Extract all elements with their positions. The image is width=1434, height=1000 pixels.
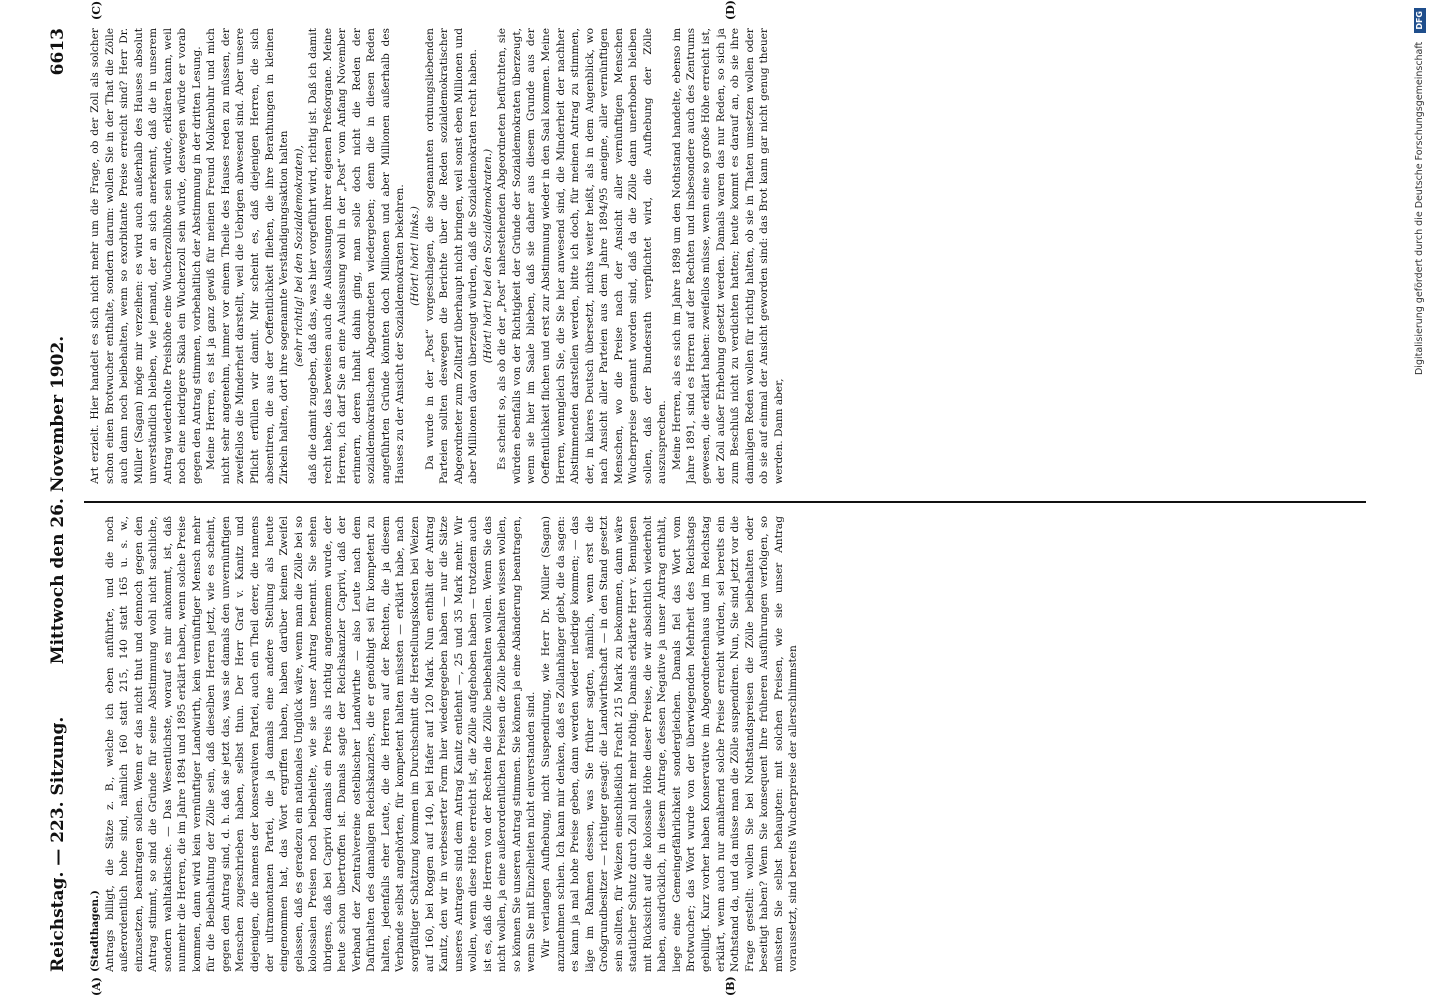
running-header xyxy=(36,28,76,972)
margin-mark-d: (D) xyxy=(724,0,737,20)
paragraph: Antrags billigt, die Sätze z. B., welche ich eben anführte, und die noch außerordentlich hohe sind, nämlich 160 statt 215, 140 statt 165 u. s. w., einzusetzen, beantragen sollen. Wenn er das nicht thut und dennoch gegen den Antrag stimmt, so sind die Gründe für seine Abstimmung wohl nicht sachliche, sondern wahltaktische. — Das Wesentlichste, worauf es mir ankommt, ist, daß nunmehr die Herren, die im Jahre 1894 und 1895 erklärt haben, wenn solche Preise kommen, dann wird kein vernünftiger Landwirth, kein vernünftiger Mensch mehr für die Beibehaltung der Zölle sein, daß dieselben Herren jetzt, wie es scheint, gegen den Antrag sind, d. h. daß sie jetzt das, was sie damals den unvernünftigen Menschen zugeschrieben haben, selbst thun. Der Herr Graf v. Kanitz und diejenigen, die namens der konservativen Partei, auch ein Theil derer, die namens der ultramontanen Partei, die ja damals eine andere Stellung als heute eingenommen hat, das Wort ergriffen haben, haben darüber keinen Zweifel gelassen, daß es geradezu ein nationales Unglück wäre, wenn man die Zölle bei so kolossalen Preisen noch beibehielte, wie sie unser Antrag benennt. Sie sehen übrigens, daß bei Caprivi damals ein Preis als richtig angenommen wurde, der heute schon übertroffen ist. Damals sagte der Reichskanzler Caprivi, daß der Verband der Zentralvereine ostelbischer Landwirthe — also Leute nach dem Dafürhalten des damaligen Reichskanzlers, die er genöthigt sei für kompetent zu halten, jedenfalls eher Leute, die die Herren auf der Rechten, die ja diesem Verbande selbst angehörten, für kompetent halten müssten — erklärt habe, nach sorgfältiger Schätzung kommen im Durchschnitt die Herstellungskosten bei Weizen auf 160, bei Roggen auf 140, bei Hafer auf 120 Mark. Nun enthält der Antrag Kanitz, den wir in verbesserter Form hier wiedergegeben haben — nur die Sätze unseres Antrages sind dem Antrag Kanitz entlehnt —, 25 und 35 Mark mehr. Wir wollen, wenn diese Höhe erreicht ist, die Zölle aufgehoben haben — trotzdem auch ist es, daß die Herren von der Rechten die Zölle beibehalten wollen. Wenn Sie das nicht wollen, ja eine außerordentlichen Preisen die Zölle beibehalten wissen wollen, so können Sie unseren Antrag stimmen. Sie können ja eine Abänderung beantragen, wenn Sie mit Einzelheiten nicht einverstanden sind. xyxy=(103,516,538,972)
margin-mark-c: (C) xyxy=(90,0,103,20)
paragraph: Meine Herren, es ist ja ganz gewiß für meinen Freund Molkenbuhr und mich nicht sehr angenehm, immer vor einem Theile des Hauses reden zu müssen, der zweifellos die Minderheit darstellt, weil die Uebrigen abwesend sind. Aber unsere Pflicht erfüllen wir damit. Mir scheint es, daß diejenigen Herren, die sich absentiren, die aus der Oeffentlichkeit fliehen, die ihre Berathungen in kleinen Zirkeln halten, dort ihre sogenannte Verständigungsaktion halten xyxy=(205,28,291,484)
digitization-note xyxy=(1410,8,1430,992)
left-column xyxy=(88,516,1348,972)
page-number: 6613 xyxy=(48,28,68,76)
dfg-logo: DFG xyxy=(1414,8,1426,33)
column-divider xyxy=(84,501,1366,503)
interjection: (Hört! hört! bei den Sozialdemokraten.) xyxy=(481,148,494,364)
digitization-text xyxy=(1410,8,1430,992)
paragraph: Art erzielt. Hier handelt es sich nicht mehr um die Frage, ob der Zoll als solcher schon einen Brotwucher enthalte, sondern darum: wollen Sie in der That die Zölle auch dann noch beibehalten, wenn so exorbitante Preise erreicht sind? Herr Dr. Müller (Sagan) möge mir verzeihen: es wird auch außerhalb des Hauses absolut unverständlich bleiben, wie jemand, der an sich anerkennt, daß die in unserem Antrag wiederholte Preishöhe eine Wucherzollhöhe sein würde, erklären kann, weil noch eine niedrigere Skala ein Wucherzoll sein würde, deswegen würde er vorab gegen den Antrag stimmen, vorbehaltlich der Abstimmung in der dritten Lesung. xyxy=(89,28,203,484)
interjection: (Hört! hört! links.) xyxy=(409,206,422,306)
paragraph: Meine Herren, als es sich im Jahre 1898 um den Nothstand handelte, ebenso im Jahre 1891, sind es Herren auf der Rechten und insbesondere auch des Zentrums gewesen, die erklärt haben: zweifellos müsse, wenn eine so große Höhe erreicht ist, der Zoll außer Erhebung gesetzt werden. Damals waren das nur Reden, so sich ja zum Beschluß nicht zu verdichten hatten; heute kommt es darauf an, ob sie ihre damaligen Reden wollen für richtig halten, ob sie in Thaten umsetzen wollen oder ob sie auf einmal der Ansicht geworden sind: das Brot kann gar nicht genug theuer werden. Dann aber, xyxy=(670,28,785,484)
paragraph: Da wurde in der „Post“ vorgeschlagen, die sogenannten ordnungsliebenden Parteien sollten deswegen die Berichte über die Reden sozialdemokratischer Abgeordneter zum Zolltarif überhaupt nicht bringen, weil sonst eben Millionen und aber Millionen davon überzeugt würden, daß die Sozialdemokraten recht haben. xyxy=(423,28,480,484)
paragraph: daß die damit zugeben, daß das, was hier vorgeführt wird, richtig ist. Daß ich damit recht habe, das beweisen auch die Auslassungen ihrer eigenen Preßorgane. Meine Herren, ich darf Sie an eine Auslassung wohl in der „Post“ vom Anfang November erinnern, deren Inhalt dahin ging, man solle doch nicht die Reden der sozialdemokratischen Abgeordneten wiedergeben; denn die in diesen Reden angeführten Gründe könnten doch Millionen und aber Millionen außerhalb des Hauses zu der Ansicht der Sozialdemokraten bekehren. xyxy=(307,28,407,484)
right-column xyxy=(88,28,1348,484)
paragraph: Es scheint so, als ob die der „Post“ nahestehenden Abgeordneten befürchten, sie würden ebenfalls von der Richtigkeit der Gründe der Sozialdemokraten überzeugt, wenn sie hier im Saale blieben, daß sie daher aus diesem Grunde aus der Oeffentlichkeit flichen und erst zur Abstimmung wieder in den Saal kommen. Meine Herren, wenngleich Sie, die Sie hier anwesend sind, die Minderheit der nachher Abstimmenden darstellen werden, bitte ich doch, für meinen Antrag zu stimmen, der, in klares Deutsch übersetzt, nichts weiter heißt, als in dem Augenblick, wo nach Ansicht aller Parteien aus dem Jahre 1894/95 aneigne, aller vernünftigen Menschen, wo die Preise nach der Ansicht aller vernünftigen Menschen Wucherpreise genannt worden sind, daß da die Zölle dann unerhoben bleiben sollen, daß der Bundesrath verpflichtet wird, die Aufhebung der Zölle auszusprechen. xyxy=(496,28,669,484)
digitization-credit: Digitalisierung gefördert durch die Deutsche Forschungsgemeinschaft xyxy=(1414,41,1425,376)
margin-mark-a: (A) xyxy=(90,977,103,996)
interjection: (sehr richtig! bei den Sozialdemokraten), xyxy=(292,145,305,367)
margin-mark-b: (B) xyxy=(724,976,737,996)
paragraph: Wir verlangen Aufhebung, nicht Suspendirung, wie Herr Dr. Müller (Sagan) anzunehmen schien. Ich kann mir denken, daß es Zollanhänger giebt, die da sagen: es kann ja mal hohe Preise geben, dann werden wieder niedrige kommen; — das läge im Rahmen dessen, was Sie früher sagten, nämlich, wenn erst die Großgrundbesitzer — richtiger gesagt: die Landwirthschaft — in den Stand gesetzt sein sollten, für Weizen einschließlich Fracht 215 Mark zu bekommen, dann wäre staatlicher Schutz durch Zoll nicht mehr nöthig. Damals erklärte Herr v. Bennigsen mit Rücksicht auf die kolossale Höhe dieser Preise, die wir absichtlich wiederholt haben, ausdrücklich, in diesem Antrage, dessen Negative ja unser Antrag enthält, liege eine Gemeingefährlichkeit sondergleichen. Damals fiel das Wort vom Brotwucher; das Wort wurde von der überwiegenden Mehrheit des Reichstags gebilligt. Kurz vorher haben Konservative im Abgeordnetenhaus und im Reichstag erklärt, wenn auch nur annähernd solche Preise erreicht würden, sei bereits ein Nothstand da, und da müsse man die Zölle suspendiren. Nun, Sie sind jetzt vor die Frage gestellt: wollen Sie bei Nothstandspreisen die Zölle beibehalten oder beseitigt haben? Wenn Sie konsequent Ihre früheren Ausführungen verfolgen, so müssten Sie selbst behaupten: mit solchen Preisen, wie sie unser Antrag voraussetzt, sind bereits Wucherpreise der allerschlimmsten xyxy=(539,516,800,972)
speaker-label: (Stadthagen.) xyxy=(89,890,101,972)
header-left: Reichstag. — 223. Sitzung. xyxy=(48,716,68,972)
header-date: Mittwoch den 26. November 1902. xyxy=(48,335,68,665)
